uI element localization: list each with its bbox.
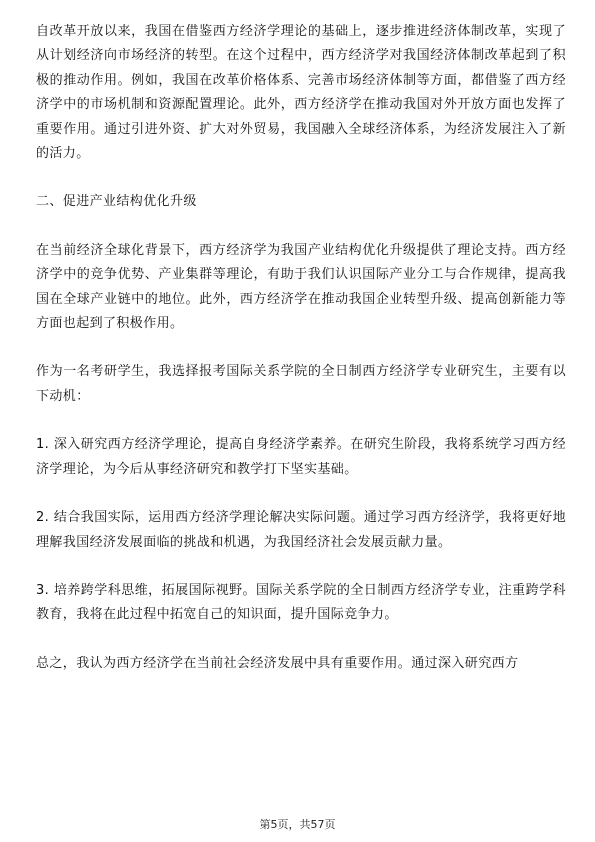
document-body bbox=[36, 20, 566, 700]
paragraph-motivation-intro: 作为一名考研学生，我选择报考国际关系学院的全日制西方经济学专业研究生，主要有以下动机： bbox=[36, 364, 566, 404]
section-heading: 二、促进产业结构优化升级 bbox=[36, 194, 197, 210]
paragraph-reform: 自改革开放以来，我国在借鉴西方经济学理论的基础上，逐步推进经济体制改革，实现了从计划经济向市场经济的转型。在这个过程中，西方经济学对我国经济体制改革起到了积极的推动作用。例如，我国在改革价格体系、完善市场经济体制等方面，都借鉴了西方经济学中的市场机制和资源配置理论。此外，西方经济学在推动我国对外开放方面也发挥了重要作用。通过引进外资、扩大对外贸易，我国融入全球经济体系，为经济发展注入了新的活力。 bbox=[36, 24, 566, 162]
paragraph-industry: 在当前经济全球化背景下，西方经济学为我国产业结构优化升级提供了理论支持。西方经济学中的竞争优势、产业集群等理论，有助于我们认识国际产业分工与合作规律，提高我国在全球产业链中的地位。此外，西方经济学在推动我国企业转型升级、提高创新能力等方面也起到了积极作用。 bbox=[36, 242, 566, 332]
list-item-2: 2. 结合我国实际，运用西方经济学理论解决实际问题。通过学习西方经济学，我将更好地理解我国经济发展面临的挑战和机遇，为我国经济社会发展贡献力量。 bbox=[36, 510, 566, 550]
paragraph-conclusion: 总之，我认为西方经济学在当前社会经济发展中具有重要作用。通过深入研究西方 bbox=[36, 655, 519, 671]
list-item-1: 1. 深入研究西方经济学理论，提高自身经济学素养。在研究生阶段，我将系统学习西方经济学理论，为今后从事经济研究和教学打下坚实基础。 bbox=[36, 437, 566, 477]
list-item-3: 3. 培养跨学科思维，拓展国际视野。国际关系学院的全日制西方经济学专业，注重跨学科教育，我将在此过程中拓宽自己的知识面，提升国际竞争力。 bbox=[36, 582, 566, 623]
page-number-footer: 第5页，共57页 bbox=[259, 818, 336, 831]
